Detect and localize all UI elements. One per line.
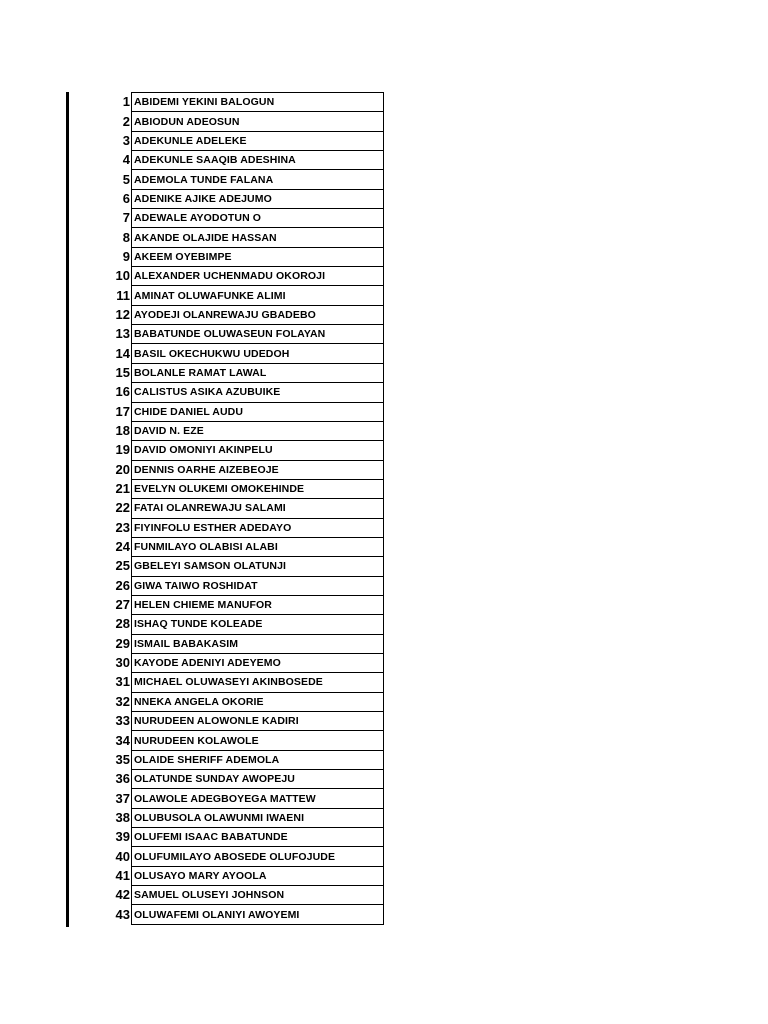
table-row (69, 847, 384, 866)
person-name-cell: OLAWOLE ADEGBOYEGA MATTEW (132, 789, 384, 808)
person-name-cell: OLATUNDE SUNDAY AWOPEJU (132, 770, 384, 789)
row-number: 14 (115, 345, 130, 361)
row-number: 30 (115, 655, 130, 671)
table-row (69, 267, 384, 286)
table-row (69, 673, 384, 692)
row-number: 11 (116, 287, 130, 303)
row-number: 29 (115, 635, 130, 651)
person-name-cell: ISHAQ TUNDE KOLEADE (132, 615, 384, 634)
person-name-cell: CHIDE DANIEL AUDU (132, 402, 384, 421)
person-name-cell: ABIDEMI YEKINI BALOGUN (132, 93, 384, 112)
table-row (69, 383, 384, 402)
table-row (69, 402, 384, 421)
row-number: 34 (115, 732, 130, 748)
table-row (69, 189, 384, 208)
row-number: 40 (115, 848, 130, 864)
person-name-cell: FATAI OLANREWAJU SALAMI (132, 499, 384, 518)
table-row (69, 112, 384, 131)
row-number: 16 (115, 384, 130, 400)
row-number: 21 (115, 481, 130, 497)
row-number: 4 (122, 152, 130, 168)
row-number: 28 (115, 616, 130, 632)
table-row (69, 692, 384, 711)
person-name-cell: OLUWAFEMI OLANIYI AWOYEMI (132, 905, 384, 924)
table-row (69, 93, 384, 112)
row-number: 33 (115, 713, 130, 729)
table-row (69, 344, 384, 363)
row-number: 22 (115, 500, 130, 516)
row-number: 42 (115, 887, 130, 903)
row-number: 39 (115, 829, 130, 845)
names-table (69, 92, 384, 925)
person-name-cell: OLUFEMI ISAAC BABATUNDE (132, 828, 384, 847)
row-number: 23 (115, 519, 130, 535)
table-row (69, 634, 384, 653)
row-number: 15 (115, 364, 130, 380)
person-name-cell: DAVID OMONIYI AKINPELU (132, 441, 384, 460)
person-name-cell: CALISTUS ASIKA AZUBUIKE (132, 383, 384, 402)
table-row (69, 325, 384, 344)
table-row (69, 305, 384, 324)
person-name-cell: ADEWALE AYODOTUN O (132, 209, 384, 228)
table-row (69, 770, 384, 789)
table-row (69, 499, 384, 518)
row-number: 7 (122, 210, 130, 226)
person-name-cell: ISMAIL BABAKASIM (132, 634, 384, 653)
table-row (69, 557, 384, 576)
table-row (69, 363, 384, 382)
row-number: 10 (115, 268, 130, 284)
row-number: 20 (115, 461, 130, 477)
table-row (69, 750, 384, 769)
table-row (69, 518, 384, 537)
row-number: 37 (115, 790, 130, 806)
row-number: 25 (115, 558, 130, 574)
row-number: 5 (122, 171, 130, 187)
person-name-cell: HELEN CHIEME MANUFOR (132, 595, 384, 614)
row-number: 1 (122, 94, 130, 110)
person-name-cell: SAMUEL OLUSEYI JOHNSON (132, 886, 384, 905)
table-row (69, 731, 384, 750)
row-number: 3 (122, 132, 130, 148)
person-name-cell: FIYINFOLU ESTHER ADEDAYO (132, 518, 384, 537)
row-number: 12 (115, 306, 130, 322)
table-row (69, 228, 384, 247)
person-name-cell: BABATUNDE OLUWASEUN FOLAYAN (132, 325, 384, 344)
person-name-cell: DENNIS OARHE AIZEBEOJE (132, 460, 384, 479)
table-row (69, 170, 384, 189)
row-number: 13 (115, 326, 130, 342)
names-table-body (69, 93, 384, 925)
person-name-cell: EVELYN OLUKEMI OMOKEHINDE (132, 479, 384, 498)
row-number: 41 (115, 867, 130, 883)
row-number: 43 (115, 906, 130, 922)
table-row (69, 209, 384, 228)
person-name-cell: AKEEM OYEBIMPE (132, 247, 384, 266)
person-name-cell: OLUSAYO MARY AYOOLA (132, 866, 384, 885)
row-number: 2 (122, 113, 130, 129)
person-name-cell: ADENIKE AJIKE ADEJUMO (132, 189, 384, 208)
table-row (69, 789, 384, 808)
person-name-cell: GIWA TAIWO ROSHIDAT (132, 576, 384, 595)
table-row (69, 537, 384, 556)
row-number: 32 (115, 693, 130, 709)
row-number: 36 (115, 771, 130, 787)
table-row (69, 905, 384, 924)
person-name-cell: ABIODUN ADEOSUN (132, 112, 384, 131)
person-name-cell: ADEKUNLE ADELEKE (132, 131, 384, 150)
person-name-cell: OLAIDE SHERIFF ADEMOLA (132, 750, 384, 769)
table-row (69, 286, 384, 305)
person-name-cell: MICHAEL OLUWASEYI AKINBOSEDE (132, 673, 384, 692)
row-number: 19 (115, 442, 130, 458)
row-number: 8 (122, 229, 130, 245)
table-row (69, 886, 384, 905)
table-row (69, 595, 384, 614)
person-name-cell: OLUBUSOLA OLAWUNMI IWAENI (132, 808, 384, 827)
table-row (69, 247, 384, 266)
row-number: 27 (115, 597, 130, 613)
row-number: 26 (115, 577, 130, 593)
person-name-cell: NURUDEEN KOLAWOLE (132, 731, 384, 750)
table-row (69, 828, 384, 847)
person-name-cell: OLUFUMILAYO ABOSEDE OLUFOJUDE (132, 847, 384, 866)
person-name-cell: AMINAT OLUWAFUNKE ALIMI (132, 286, 384, 305)
row-number: 35 (115, 751, 130, 767)
row-number: 31 (115, 674, 130, 690)
row-number: 17 (115, 403, 130, 419)
table-row (69, 479, 384, 498)
table-row (69, 421, 384, 440)
person-name-cell: FUNMILAYO OLABISI ALABI (132, 537, 384, 556)
row-number: 38 (115, 809, 130, 825)
row-number: 6 (122, 190, 130, 206)
person-name-cell: BASIL OKECHUKWU UDEDOH (132, 344, 384, 363)
table-row (69, 131, 384, 150)
table-row (69, 615, 384, 634)
row-number: 18 (115, 423, 130, 439)
table-row (69, 808, 384, 827)
person-name-cell: AYODEJI OLANREWAJU GBADEBO (132, 305, 384, 324)
person-name-cell: ADEMOLA TUNDE FALANA (132, 170, 384, 189)
table-row (69, 712, 384, 731)
table-row (69, 151, 384, 170)
table-row (69, 441, 384, 460)
person-name-cell: KAYODE ADENIYI ADEYEMO (132, 653, 384, 672)
row-number: 24 (115, 539, 130, 555)
person-name-cell: ADEKUNLE SAAQIB ADESHINA (132, 151, 384, 170)
person-name-cell: NNEKA ANGELA OKORIE (132, 692, 384, 711)
table-row (69, 576, 384, 595)
person-name-cell: NURUDEEN ALOWONLE KADIRI (132, 712, 384, 731)
person-name-cell: AKANDE OLAJIDE HASSAN (132, 228, 384, 247)
table-row (69, 866, 384, 885)
row-number: 9 (122, 248, 130, 264)
person-name-cell: ALEXANDER UCHENMADU OKOROJI (132, 267, 384, 286)
person-name-cell: DAVID N. EZE (132, 421, 384, 440)
table-row (69, 653, 384, 672)
person-name-cell: BOLANLE RAMAT LAWAL (132, 363, 384, 382)
table-row (69, 460, 384, 479)
person-name-cell: GBELEYI SAMSON OLATUNJI (132, 557, 384, 576)
